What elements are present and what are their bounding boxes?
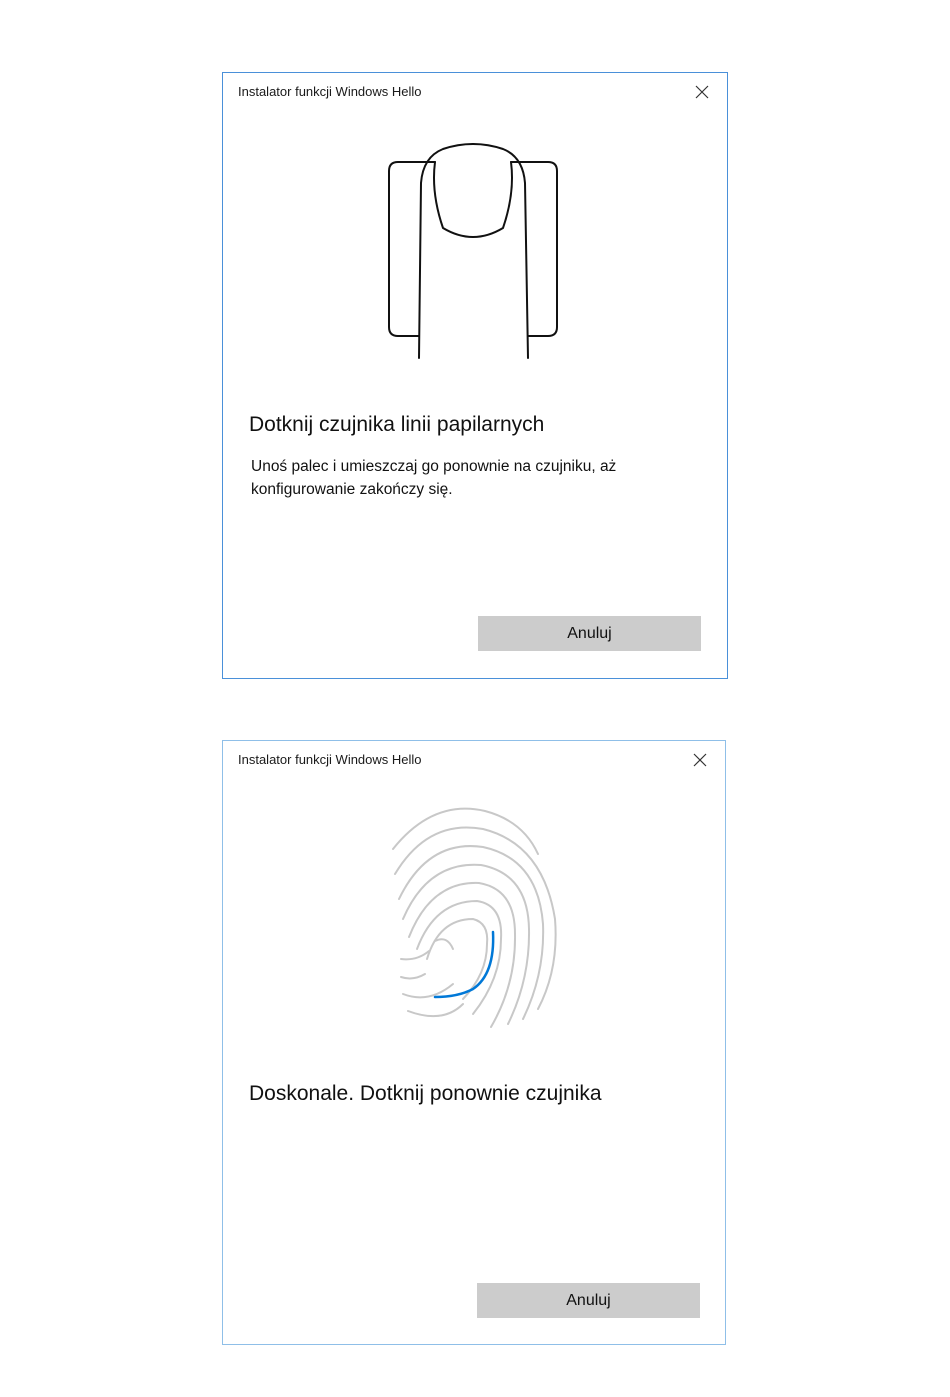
close-button[interactable] [691, 81, 713, 103]
fingerprint-progress-icon [373, 799, 573, 1039]
close-icon [695, 85, 709, 99]
cancel-button[interactable]: Anuluj [477, 1283, 700, 1318]
dialog-touch-sensor [222, 72, 728, 679]
close-button[interactable] [689, 749, 711, 771]
cancel-button[interactable]: Anuluj [478, 616, 701, 651]
dialog-title: Instalator funkcji Windows Hello [238, 84, 422, 99]
instruction-heading: Dotknij czujnika linii papilarnych [249, 413, 545, 436]
finger-on-sensor-icon [373, 143, 573, 363]
close-icon [693, 753, 707, 767]
instruction-heading: Doskonale. Dotknij ponownie czujnika [249, 1082, 602, 1105]
dialog-title: Instalator funkcji Windows Hello [238, 752, 422, 767]
dialog-touch-again [222, 740, 726, 1345]
instruction-text: Unoś palec i umieszczaj go ponownie na czujniku, aż konfigurowanie zakończy się. [251, 458, 617, 498]
